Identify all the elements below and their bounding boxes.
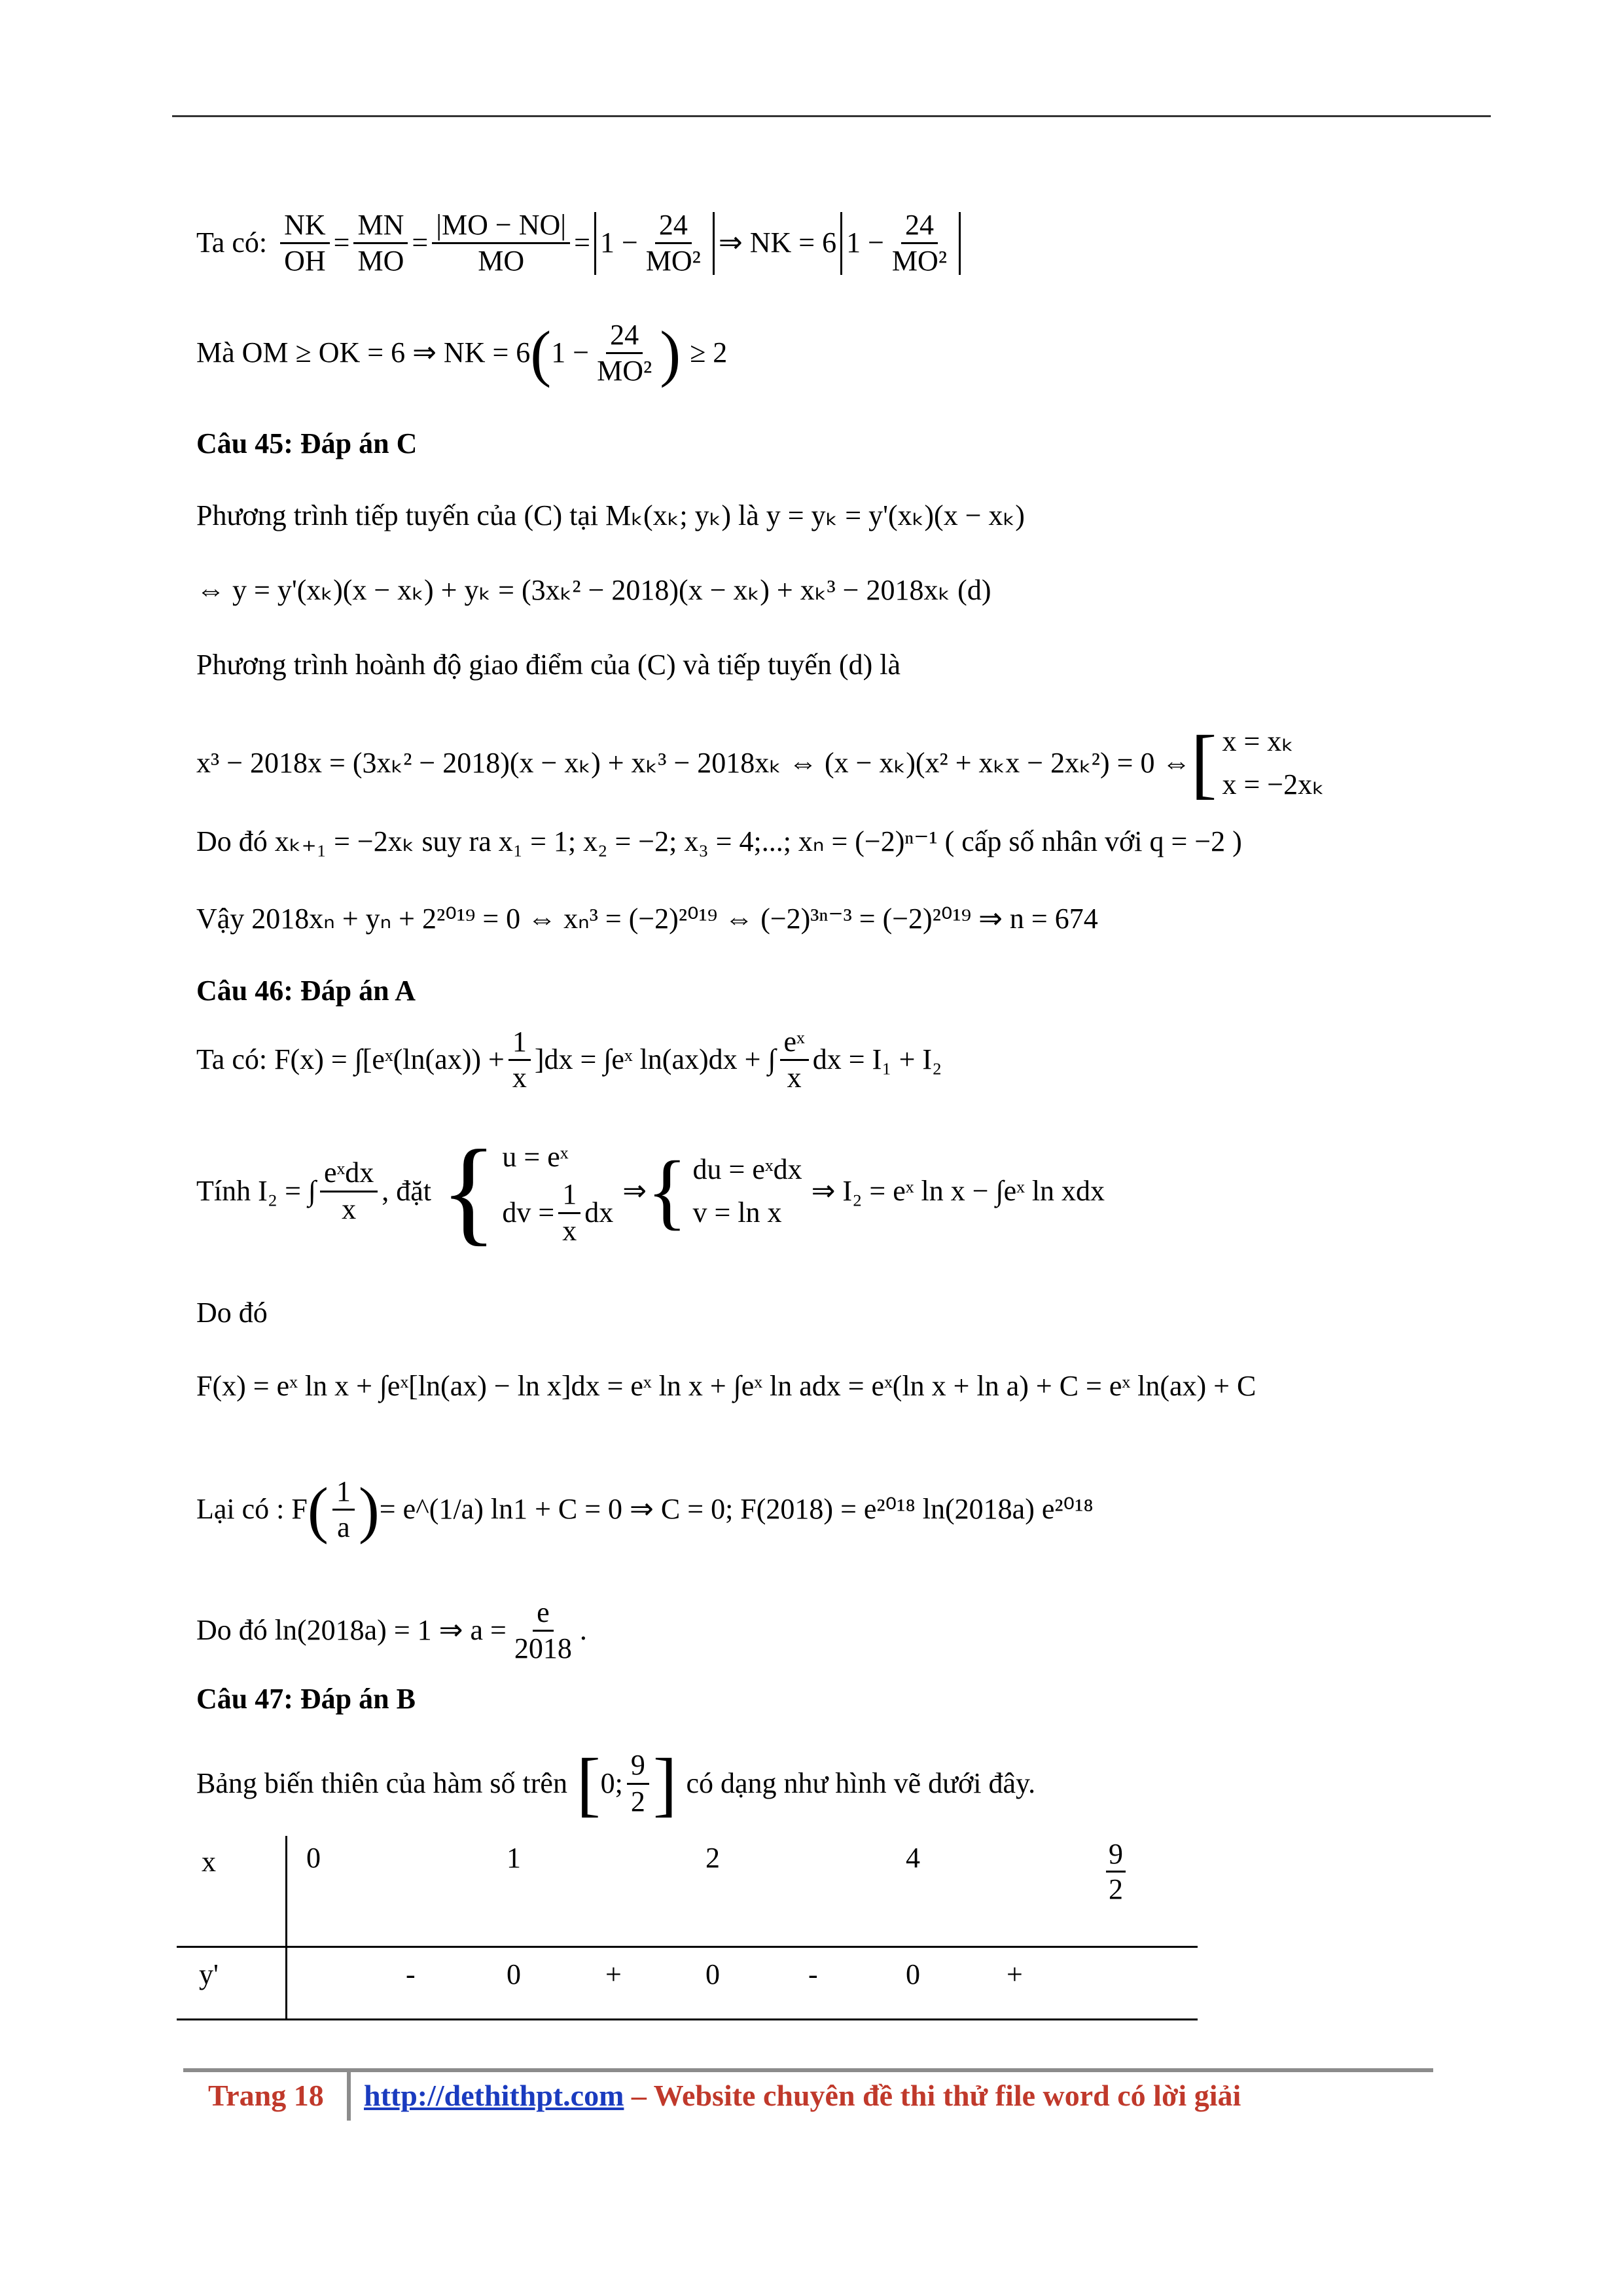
yprime-sign: 0 xyxy=(906,1958,920,1990)
q45-line3: Phương trình hoành độ giao điểm của (C) và tiếp tuyến (d) là xyxy=(196,649,901,681)
frac: $\frac{\text{eˣ}}{x}$ xyxy=(780,1026,809,1094)
q46-line1 xyxy=(196,1026,942,1094)
substitution: u = eˣ dv = $\frac{1}{x}$ dx xyxy=(502,1141,614,1247)
yprime-sign: 0 xyxy=(507,1958,521,1990)
x-value: 4 xyxy=(906,1842,920,1874)
q45-title: Câu 45: Đáp án C xyxy=(196,427,418,459)
frac: $\frac{MN}{MO}$ xyxy=(353,209,408,278)
footer-separator xyxy=(347,2072,351,2121)
text: x³ − 2018x = (3xₖ² − 2018)(x − xₖ) + xₖ³ − 2018xₖ ⇔ (x − xₖ)(x² + xₖx − 2xₖ²) = 0 ⇔ xyxy=(196,746,1191,779)
q46-line6 xyxy=(196,1597,587,1665)
text: ⇒ I₂ = eˣ ln x − ∫eˣ ln xdx xyxy=(811,1174,1105,1207)
frac: $\frac{24}{\text{MO²}}$ xyxy=(597,319,652,387)
yprime-label: y' xyxy=(199,1958,219,1990)
yprime-sign: - xyxy=(406,1958,416,1990)
text: có dạng như hình vẽ dưới đây. xyxy=(686,1767,1036,1799)
text: Mà OM ≥ OK = 6 ⇒ NK = 6 xyxy=(196,336,531,369)
frac: $\frac{\text{eˣdx}}{x}$ xyxy=(320,1157,378,1225)
footer-rule xyxy=(183,2068,1433,2072)
website-link[interactable]: http://dethithpt.com xyxy=(364,2079,624,2112)
text: Ta có: F(x) = ∫[eˣ(ln(ax)) + xyxy=(196,1043,505,1076)
q45-line6: Vậy 2018xₙ + yₙ + 2²⁰¹⁹ = 0 ⇔ xₙ³ = (−2)²⁰¹⁹ ⇔ (−2)³ⁿ⁻³ = (−2)²⁰¹⁹ ⇒ n = 674 xyxy=(196,903,1098,935)
yprime-sign: + xyxy=(605,1958,622,1990)
yprime-sign: 0 xyxy=(705,1958,720,1990)
q46-title: Câu 46: Đáp án A xyxy=(196,975,416,1007)
x-value: 1 xyxy=(507,1842,521,1874)
footer-tagline: – Website chuyên đề thi thử file word có lời giải xyxy=(624,2079,1241,2112)
frac: $\frac{NK}{OH}$ xyxy=(280,209,330,278)
text: . xyxy=(579,1614,587,1647)
x-value: 0 xyxy=(306,1842,321,1874)
yprime-sign: + xyxy=(1007,1958,1023,1990)
q46-line3: Do đó xyxy=(196,1297,268,1329)
yprime-sign: - xyxy=(808,1958,818,1990)
x-value-last: 9 2 xyxy=(1106,1837,1126,1906)
text: , đặt xyxy=(382,1174,431,1207)
x-value: 2 xyxy=(705,1842,720,1874)
q46-line4: F(x) = eˣ ln x + ∫eˣ[ln(ax) − ln x]dx = eˣ ln x + ∫eˣ ln adx = eˣ(ln x + ln a) + C = eˣ ln(ax) + C xyxy=(196,1370,1257,1402)
page-number: Trang 18 xyxy=(208,2079,324,2112)
footer-text xyxy=(364,2078,1241,2113)
text: ]dx = ∫eˣ ln(ax)dx + ∫ xyxy=(534,1043,776,1076)
frac: $\frac{|MO - NO|}{MO}$ xyxy=(432,209,570,278)
text: ≥ 2 xyxy=(690,336,728,369)
header-rule xyxy=(172,115,1491,117)
q45-line5: Do đó xₖ₊₁ = −2xₖ suy ra x₁ = 1; x₂ = −2; x₃ = 4;...; xₙ = (−2)ⁿ⁻¹ ( cấp số nhân với q = −2 ) xyxy=(196,825,1242,857)
q45-line4: x³ − 2018x = (3xₖ² − 2018)(x − xₖ) + xₖ³ − 2018xₖ ⇔ (x − xₖ)(x² + xₖx − 2xₖ²) = 0 ⇔ [ x = xₖ x = −2xₖ xyxy=(196,719,1325,806)
text: Bảng biến thiên của hàm số trên xyxy=(196,1767,567,1799)
frac: $\frac{9}{2}$ xyxy=(627,1749,649,1818)
eq-nk-ratio: Ta có: $\frac{NK}{OH}$ = $\frac{MN}{MO}$ = $\frac{|MO - NO|}{MO}$ = 1 − $\frac{24}{\text{MO²}}$ ⇒ NK = 6 1 − $\frac{24}{\text{MO²}}$ xyxy=(196,209,965,278)
frac: $\frac{1}{a}$ xyxy=(332,1476,355,1544)
solution-set: x = xₖ x = −2xₖ xyxy=(1222,725,1325,800)
frac: $\frac{e}{2018}$ xyxy=(514,1596,572,1665)
q45-line1: Phương trình tiếp tuyến của (C) tại Mₖ(xₖ; yₖ) là y = yₖ = y'(xₖ)(x − xₖ) xyxy=(196,499,1025,531)
q46-line2: Tính I₂ = ∫ $\frac{\text{eˣdx}}{x}$ , đặt { u = eˣ dv = $\frac{1}{x}$ dx ⇒ { du = eˣdx v = ln x ⇒ I₂ = eˣ ln x − ∫eˣ ln xdx xyxy=(196,1126,1105,1256)
q47-line1: Bảng biến thiên của hàm số trên [ 0; $\frac{9}{2}$ ] có dạng như hình vẽ dưới đây. xyxy=(196,1744,1036,1823)
text: Tính I₂ = ∫ xyxy=(196,1174,316,1207)
text: Lại có : F xyxy=(196,1493,308,1526)
frac: $\frac{24}{\text{MO²}}$ xyxy=(645,209,701,278)
frac: $\frac{1}{x}$ xyxy=(508,1026,531,1094)
text: Do đó ln(2018a) = 1 ⇒ a = xyxy=(196,1614,507,1647)
x-label: x xyxy=(202,1846,216,1878)
q45-line2: ⇔ y = y'(xₖ)(x − xₖ) + yₖ = (3xₖ² − 2018)(x − xₖ) + xₖ³ − 2018xₖ (d) xyxy=(196,574,991,606)
eq-om-ok: Mà OM ≥ OK = 6 ⇒ NK = 6 ( 1 − $\frac{24}{\text{MO²}}$ ) ≥ 2 xyxy=(196,317,728,388)
variation-table xyxy=(177,1836,1198,2020)
text: dx = I₁ + I₂ xyxy=(812,1043,942,1076)
text: Ta có: xyxy=(196,226,268,259)
q46-line5: Lại có : F ( $\frac{1}{a}$ ) = e^(1/a) ln1 + C = 0 ⇒ C = 0; F(2018) = e²⁰¹⁸ ln(2018a) e²⁰¹⁸ xyxy=(196,1474,1094,1545)
derived: du = eˣdx v = ln x xyxy=(692,1153,802,1229)
q47-title: Câu 47: Đáp án B xyxy=(196,1683,416,1715)
text: = e^(1/a) ln1 + C = 0 ⇒ C = 0; F(2018) = e²⁰¹⁸ ln(2018a) e²⁰¹⁸ xyxy=(379,1493,1094,1526)
frac: $\frac{24}{\text{MO²}}$ xyxy=(891,209,948,278)
